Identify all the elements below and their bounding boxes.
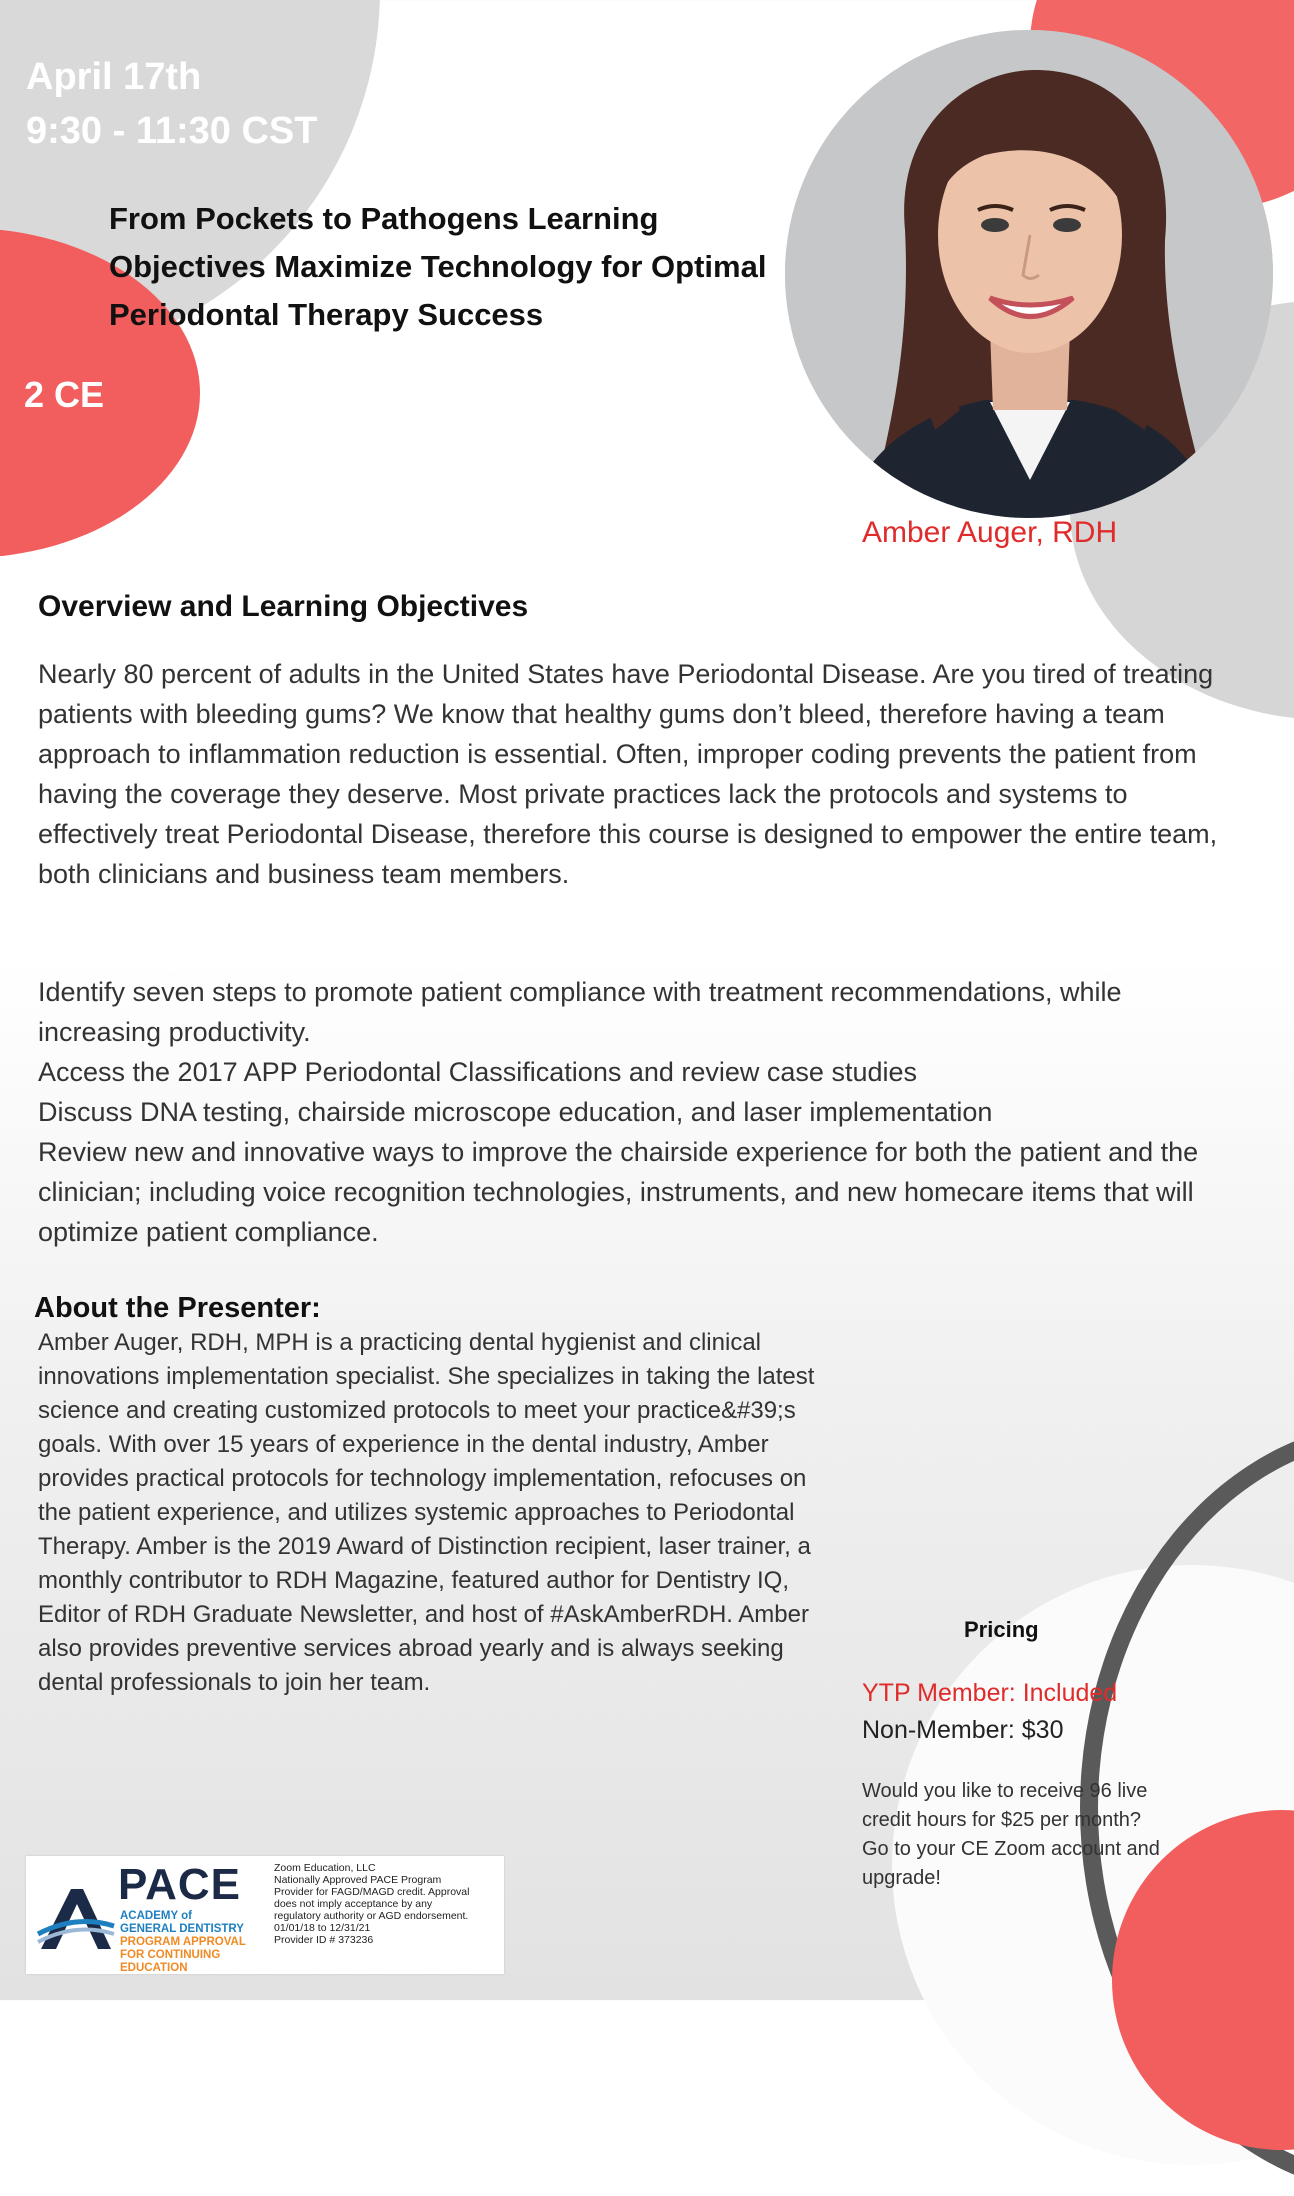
pace-info-line: does not imply acceptance by any (274, 1898, 433, 1910)
presenter-name: Amber Auger, RDH (862, 516, 1118, 549)
presenter-bio: Amber Auger, RDH, MPH is a practicing dental hygienist and clinical innovations implementation specialist. She specializes in taking the latest science and creating customized protocols to meet your practice&#39;s goals. With over 15 years of experience in the dental industry, Amber provides practical protocols for technology implementation, refocuses on the patient experience, and utilizes systemic approaches to Periodontal Therapy. Amber is the 2019 Award of Distinction recipient, laser trainer, a monthly contributor to RDH Magazine, featured author for Dentistry IQ, Editor of RDH Graduate Newsletter, and host of #AskAmberRDH. Amber also provides preventive services abroad yearly and is always seeking dental professionals to join her team. (38, 1329, 815, 1696)
pace-provider-info (274, 1862, 500, 1946)
about-heading: About the Presenter: (34, 1292, 321, 1324)
ce-credits: 2 CE (24, 374, 105, 415)
overview-heading: Overview and Learning Objectives (38, 590, 529, 623)
objective-item: Access the 2017 APP Periodontal Classifications and review case studies (38, 1057, 917, 1087)
price-member: YTP Member: Included (862, 1679, 1118, 1707)
learning-objectives (38, 972, 1238, 1252)
pace-line-3: PROGRAM APPROVAL (120, 1936, 246, 1948)
pace-info-line: Provider ID # 373236 (274, 1934, 374, 1946)
pace-info-line: Zoom Education, LLC (274, 1862, 376, 1874)
overview-body (38, 654, 1238, 894)
price-non-member: Non-Member: $30 (862, 1716, 1064, 1744)
pace-line-2: GENERAL DENTISTRY (120, 1923, 244, 1935)
pace-line-5: EDUCATION (120, 1962, 188, 1974)
pricing-heading: Pricing (964, 1617, 1039, 1642)
event-date: April 17th (26, 56, 202, 98)
event-time: 9:30 - 11:30 CST (26, 110, 318, 152)
pace-line-4: FOR CONTINUING (120, 1949, 221, 1961)
pace-a-logo-icon (36, 1884, 116, 1954)
pace-approval-badge (26, 1856, 504, 1974)
overview-paragraph: Nearly 80 percent of adults in the United States have Periodontal Disease. Are you tired of treating patients with bleeding gums? We know that healthy gums don’t bleed, therefore having a team approach to inflammation reduction is essential. Often, improper coding prevents the patient from having the coverage they deserve. Most private practices lack the protocols and systems to effectively treat Periodontal Disease, therefore this course is designed to empower the entire team, both clinicians and business team members. (38, 659, 1218, 889)
objective-item: Review new and innovative ways to improve the chairside experience for both the patient and the clinician; including voice recognition technologies, instruments, and new homecare items that will optimize patient compliance. (38, 1137, 1199, 1247)
pace-info-line: regulatory authority or AGD endorsement. (274, 1910, 469, 1922)
pace-info-line: 01/01/18 to 12/31/21 (274, 1922, 371, 1934)
event-datetime (26, 50, 317, 158)
upgrade-offer: Would you like to receive 96 live credit hours for $25 per month? Go to your CE Zoom account and upgrade! (862, 1780, 1160, 1889)
pace-logo-word: PACE (118, 1860, 241, 1909)
presenter-photo (785, 30, 1273, 518)
pace-line-1: ACADEMY of (120, 1910, 192, 1922)
course-title: From Pockets to Pathogens Learning Objectives Maximize Technology for Optimal Periodontal Therapy Success (109, 201, 767, 332)
objective-item: Identify seven steps to promote patient compliance with treatment recommendations, while increasing productivity. (38, 977, 1122, 1047)
objective-item: Discuss DNA testing, chairside microscope education, and laser implementation (38, 1097, 993, 1127)
pace-info-line: Provider for FAGD/MAGD credit. Approval (274, 1886, 470, 1898)
portrait-illustration (785, 30, 1273, 518)
pace-info-line: Nationally Approved PACE Program (274, 1874, 442, 1886)
